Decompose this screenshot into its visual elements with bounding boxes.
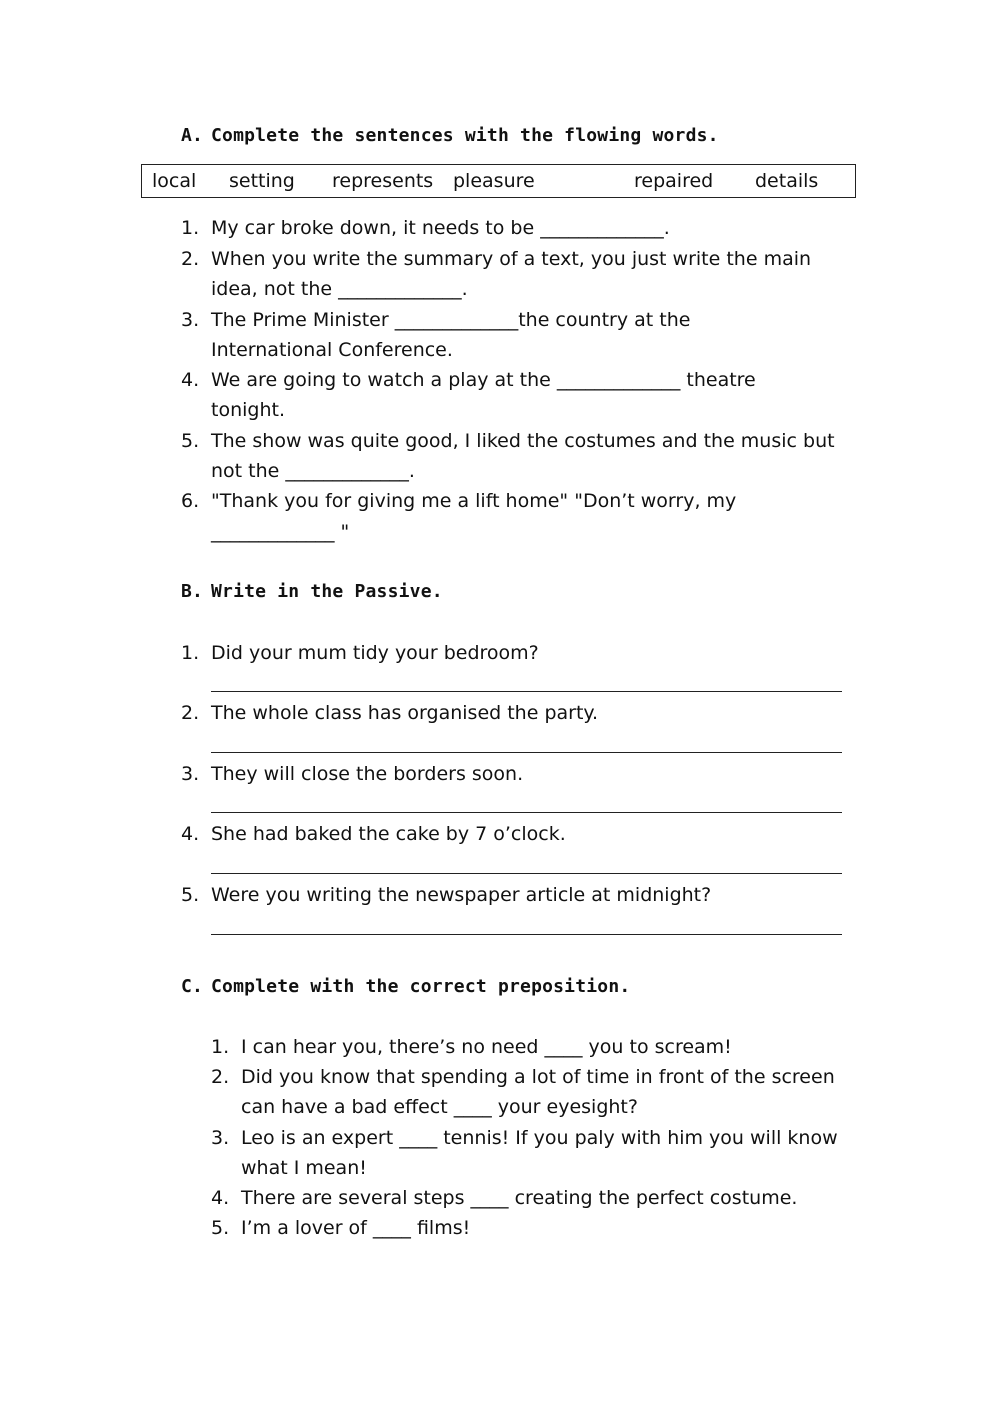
sentence-line: There are several steps ____ creating the perfect costume. xyxy=(241,1187,798,1209)
item-number: 6. xyxy=(181,490,200,512)
sentence-line: The whole class has organised the party. xyxy=(211,702,598,724)
item-number: 4. xyxy=(181,369,200,391)
word-bank-item: local xyxy=(152,170,197,192)
item-number: 2. xyxy=(181,248,200,270)
item-number: 1. xyxy=(181,217,200,239)
sentence-line: can have a bad effect ____ your eyesight? xyxy=(241,1096,638,1118)
answer-line xyxy=(211,934,842,935)
sentence-line: Leo is an expert ____ tennis! If you paly with him you will know xyxy=(241,1127,838,1149)
item-number: 5. xyxy=(211,1217,230,1239)
word-bank-item: repaired xyxy=(634,170,714,192)
word-bank-item: setting xyxy=(229,170,295,192)
item-number: 5. xyxy=(181,884,200,906)
section-c-heading xyxy=(181,976,630,997)
item-number: 4. xyxy=(211,1187,230,1209)
sentence-line: I can hear you, there’s no need ____ you to scream! xyxy=(241,1036,732,1058)
section-c-letter: C. xyxy=(181,976,204,997)
sentence-line: Did you know that spending a lot of time in front of the screen xyxy=(241,1066,835,1088)
section-b-title: Write in the Passive. xyxy=(211,581,443,602)
sentence-line: They will close the borders soon. xyxy=(211,763,524,785)
item-number: 3. xyxy=(181,763,200,785)
sentence-line: idea, not the _____________. xyxy=(211,278,468,300)
sentence-line: Did your mum tidy your bedroom? xyxy=(211,642,539,664)
answer-line xyxy=(211,812,842,813)
section-a-letter: A. xyxy=(181,125,204,146)
sentence-line: She had baked the cake by 7 o’clock. xyxy=(211,823,566,845)
sentence-line: We are going to watch a play at the _____________ theatre xyxy=(211,369,756,391)
sentence-line: tonight. xyxy=(211,399,285,421)
word-bank-box xyxy=(141,164,856,198)
item-number: 5. xyxy=(181,430,200,452)
answer-line xyxy=(211,873,842,874)
answer-line xyxy=(211,691,842,692)
section-c-title: Complete with the correct preposition. xyxy=(211,976,631,997)
sentence-line: not the _____________. xyxy=(211,460,415,482)
answer-line xyxy=(211,752,842,753)
sentence-line: The Prime Minister _____________the country at the xyxy=(211,309,691,331)
word-bank-item: represents xyxy=(332,170,434,192)
item-number: 3. xyxy=(211,1127,230,1149)
item-number: 4. xyxy=(181,823,200,845)
sentence-line: "Thank you for giving me a lift home" "Don’t worry, my xyxy=(211,490,737,512)
sentence-line: I’m a lover of ____ films! xyxy=(241,1217,471,1239)
word-bank-item: pleasure xyxy=(453,170,535,192)
word-bank-item: details xyxy=(755,170,819,192)
item-number: 1. xyxy=(211,1036,230,1058)
sentence-line: International Conference. xyxy=(211,339,453,361)
item-number: 2. xyxy=(211,1066,230,1088)
section-a-heading xyxy=(181,125,719,146)
item-number: 3. xyxy=(181,309,200,331)
section-b-heading xyxy=(181,581,443,602)
sentence-line: My car broke down, it needs to be _____________. xyxy=(211,217,670,239)
sentence-line: _____________ " xyxy=(211,521,350,543)
section-a-title: Complete the sentences with the flowing words. xyxy=(211,125,719,146)
sentence-line: When you write the summary of a text, you just write the main xyxy=(211,248,812,270)
item-number: 1. xyxy=(181,642,200,664)
sentence-line: what I mean! xyxy=(241,1157,367,1179)
item-number: 2. xyxy=(181,702,200,724)
sentence-line: The show was quite good, I liked the costumes and the music but xyxy=(211,430,835,452)
sentence-line: Were you writing the newspaper article at midnight? xyxy=(211,884,712,906)
section-b-letter: B. xyxy=(181,581,204,602)
